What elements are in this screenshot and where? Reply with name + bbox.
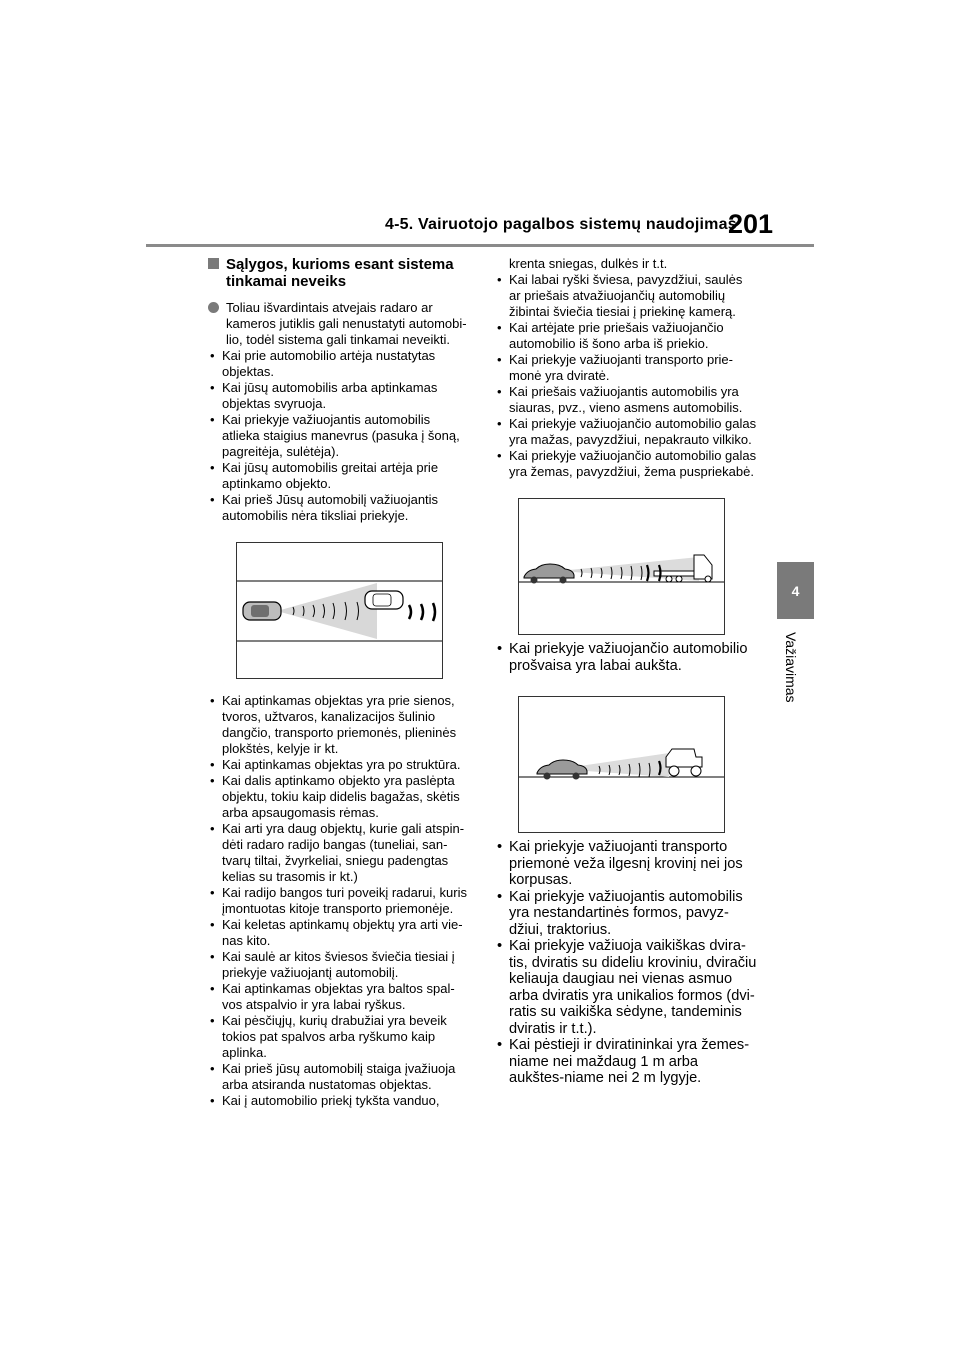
list-item: • Kai saulė ar kitos šviesos šviečia tiesiai į priekyje važiuojantį automobilį. bbox=[208, 949, 470, 981]
list-item: • Kai aptinkamas objektas yra prie sienos, tvoros, užtvaros, kanalizacijos šulinio dangčio, transporto priemonės, plieninės plokštės, kelyje ir kt. bbox=[208, 693, 470, 757]
list-item: • Kai jūsų automobilis greitai artėja prie aptinkamo objekto. bbox=[208, 460, 470, 492]
section-heading bbox=[208, 256, 470, 290]
list-item: • Kai aptinkamas objektas yra baltos spal-vos atspalvio ir yra labai ryškus. bbox=[208, 981, 470, 1013]
list-item: • Kai jūsų automobilis arba aptinkamas objektas svyruoja. bbox=[208, 380, 470, 412]
square-bullet-icon bbox=[208, 258, 219, 269]
list-item: • Kai keletas aptinkamų objektų yra arti vie-nas kito. bbox=[208, 917, 470, 949]
list-item: • Kai dalis aptinkamo objekto yra paslėpta objektu, tokiu kaip didelis bagažas, skėtis arba apsaugomasis rėmas. bbox=[208, 773, 470, 821]
list-item: • Kai priekyje važiuojanti transporto priemonė veža ilgesnį krovinį nei jos korpusas. bbox=[495, 839, 757, 889]
continued-text: krenta sniegas, dulkės ir t.t. bbox=[509, 256, 668, 271]
list-item: • Kai radijo bangos turi poveikį radarui, kuris įmontuotas kitoje transporto priemonėje. bbox=[208, 885, 470, 917]
list-item: • Kai pėstieji ir dviratininkai yra žemes-niame nei maždaug 1 m arba aukštes-niame nei 2 m lygyje. bbox=[495, 1037, 757, 1087]
list-item: • Kai arti yra daug objektų, kurie gali atspin-dėti radaro radijo bangas (tuneliai, san-tvarų tiltai, žvyrkeliai, sniegu padengtas kelias su trasomis ir kt.) bbox=[208, 821, 470, 885]
intro-paragraph bbox=[208, 300, 470, 348]
list-item: • Kai į automobilio priekį tykšta vanduo, bbox=[208, 1093, 470, 1109]
list-item: • Kai prie automobilio artėja nustatytas objektas. bbox=[208, 348, 470, 380]
heading-text: Sąlygos, kurioms esant sistema tinkamai neveiks bbox=[226, 256, 454, 290]
list-item: • Kai priekyje važiuojančio automobilio galas yra mažas, pavyzdžiui, nepakrauto vilkiko. bbox=[495, 416, 757, 448]
chapter-tab: 4 bbox=[777, 562, 814, 619]
right-column bbox=[495, 256, 757, 1087]
condition-list-middle bbox=[495, 641, 757, 674]
page-number: 201 bbox=[728, 209, 774, 239]
illustration-high-clearance bbox=[518, 696, 725, 833]
condition-list-top bbox=[495, 272, 757, 480]
list-item: • Kai labai ryški šviesa, pavyzdžiui, saulės ar priešais atvažiuojančių automobilių žibintai šviečia tiesiai į priekinę kamerą. bbox=[495, 272, 757, 320]
intro-text: Toliau išvardintais atvejais radaro ar kameros jutiklis gali nenustatyti automobi-lio, todėl sistema gali tinkamai neveikti. bbox=[226, 300, 467, 347]
list-item: • Kai artėjate prie priešais važiuojančio automobilio iš šono arba iš priekio. bbox=[495, 320, 757, 352]
chapter-label: Važiavimas bbox=[783, 632, 799, 703]
list-item: • Kai aptinkamas objektas yra po struktūra. bbox=[208, 757, 470, 773]
list-item: • Kai priekyje važiuojantis automobilis atlieka staigius manevrus (pasuka į šoną, pagreitėja, sulėtėja). bbox=[208, 412, 470, 460]
condition-list-top bbox=[208, 348, 470, 524]
list-item: • Kai priekyje važiuojanti transporto prie-monė yra dviratė. bbox=[495, 352, 757, 384]
header-divider bbox=[146, 244, 814, 247]
illustration-curved-road bbox=[236, 542, 443, 679]
circle-bullet-icon bbox=[208, 302, 219, 313]
list-item: • Kai priešais važiuojantis automobilis yra siauras, pvz., vieno asmens automobilis. bbox=[495, 384, 757, 416]
list-item: • Kai pėsčiųjų, kurių drabužiai yra beveik tokios pat spalvos arba ryškumo kaip aplinka. bbox=[208, 1013, 470, 1061]
list-item: • Kai priekyje važiuoja vaikiškas dvira-tis, dviratis su dideliu kroviniu, dviračiu keliauja daugiau nei vienas asmuo arba dviratis yra unikalios formos (dvi-ratis su vaikiška sėdyne, tandeminis dviratis ir t.t.). bbox=[495, 938, 757, 1037]
condition-list-bottom bbox=[495, 839, 757, 1087]
list-item: • Kai prieš jūsų automobilį staiga įvažiuoja arba atsiranda nustatomas objektas. bbox=[208, 1061, 470, 1093]
list-item: • Kai priekyje važiuojančio automobilio prošvaisa yra labai aukšta. bbox=[495, 641, 757, 674]
left-column bbox=[208, 256, 470, 1109]
list-item: • Kai priekyje važiuojantis automobilis yra nestandartinės formos, pavyz-džiui, traktorius. bbox=[495, 889, 757, 939]
condition-list-bottom bbox=[208, 693, 470, 1109]
list-item: • Kai priekyje važiuojančio automobilio galas yra žemas, pavyzdžiui, žema puspriekabė. bbox=[495, 448, 757, 480]
list-item: • Kai prieš Jūsų automobilį važiuojantis automobilis nėra tiksliai priekyje. bbox=[208, 492, 470, 524]
section-title: 4-5. Vairuotojo pagalbos sistemų naudojimas bbox=[385, 216, 737, 233]
illustration-low-trailer bbox=[518, 498, 725, 635]
